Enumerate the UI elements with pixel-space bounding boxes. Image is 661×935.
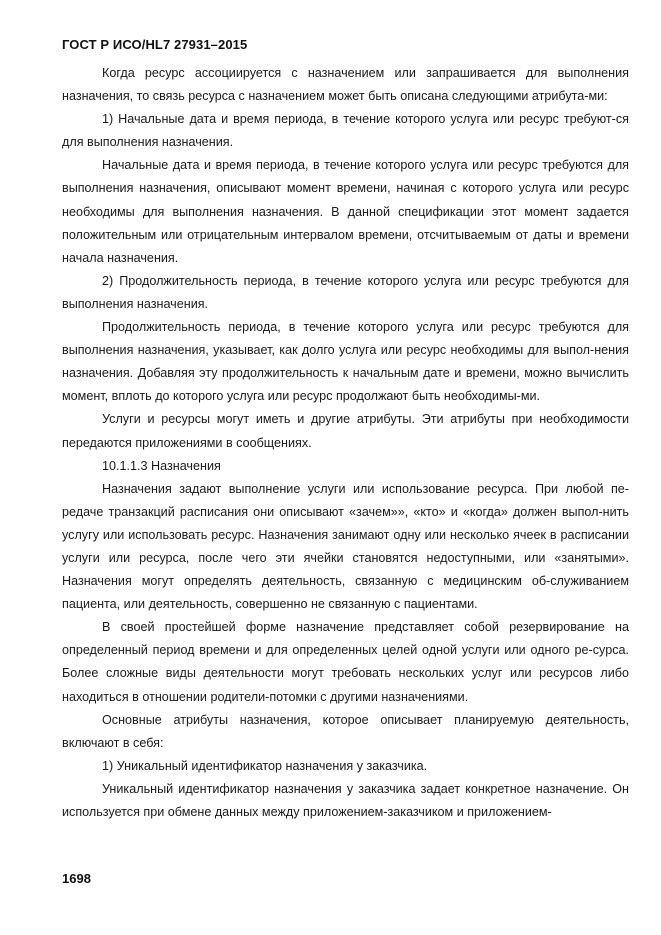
list-item: 1) Уникальный идентификатор назначения у заказчика.	[102, 758, 428, 773]
paragraph: Когда ресурс ассоциируется с назначением или запрашивается для выполнения назначения, то связь ресурса с назначением может быть описана следующими атрибута-ми:	[62, 66, 629, 104]
paragraph: Уникальный идентификатор назначения у заказчика задает конкретное назначение. Он используется при обмене данных между приложением-заказчиком и приложением-	[62, 781, 629, 819]
paragraph: Назначения задают выполнение услуги или использование ресурса. При любой пе-редаче транзакций расписания они описывают «зачем»», «кто» и «когда» должен выпол-нить услугу или использовать ресурс. Назначения занимают одну или несколько ячеек в расписании услуги или ресурса, после чего эти ячейки становятся недоступными, или «занятыми». Назначения могут определять деятельность, связанную с медицинским об-служиванием пациента, или деятельность, совершенно не связанную с пациентами.	[62, 481, 629, 612]
paragraph: Услуги и ресурсы могут иметь и другие атрибуты. Эти атрибуты при необходимости передаются приложениями в сообщениях.	[62, 412, 629, 450]
page-number: 1698	[62, 871, 91, 886]
standard-header: ГОСТ Р ИСО/HL7 27931–2015	[62, 37, 248, 52]
paragraph: В своей простейшей форме назначение представляет собой резервирование на определенный период времени и для определенных целей одной услуги или одного ре-сурса. Более сложные виды деятельности могут требовать нескольких услуг или ресурсов либо находиться в отношении родители-потомки с другими назначениями.	[62, 620, 629, 704]
paragraph: Основные атрибуты назначения, которое описывает планируемую деятельность, включают в себя:	[62, 712, 629, 750]
document-body	[62, 62, 629, 824]
paragraph: Начальные дата и время периода, в течение которого услуга или ресурс требуются для выполнения назначения, описывают момент времени, начиная с которого услуга или ресурс необходимы для выполнения назначения. В данной спецификации этот момент задается положительным или отрицательным интервалом времени, отсчитываемым от даты и времени начала назначения.	[62, 158, 629, 265]
list-item: 1) Начальные дата и время периода, в течение которого услуга или ресурс требуют-ся для выполнения назначения.	[62, 112, 629, 150]
list-item: 2) Продолжительность периода, в течение которого услуга или ресурс требуются для выполнения назначения.	[62, 273, 629, 311]
paragraph: Продолжительность периода, в течение которого услуга или ресурс требуются для выполнения назначения, указывает, как долго услуга или ресурс необходимы для выпол-нения назначения. Добавляя эту продолжительность к начальным дате и времени, можно вычислить момент, вплоть до которого услуга или ресурс продолжают быть необходимы-ми.	[62, 320, 629, 404]
section-heading: 10.1.1.3 Назначения	[102, 458, 221, 473]
